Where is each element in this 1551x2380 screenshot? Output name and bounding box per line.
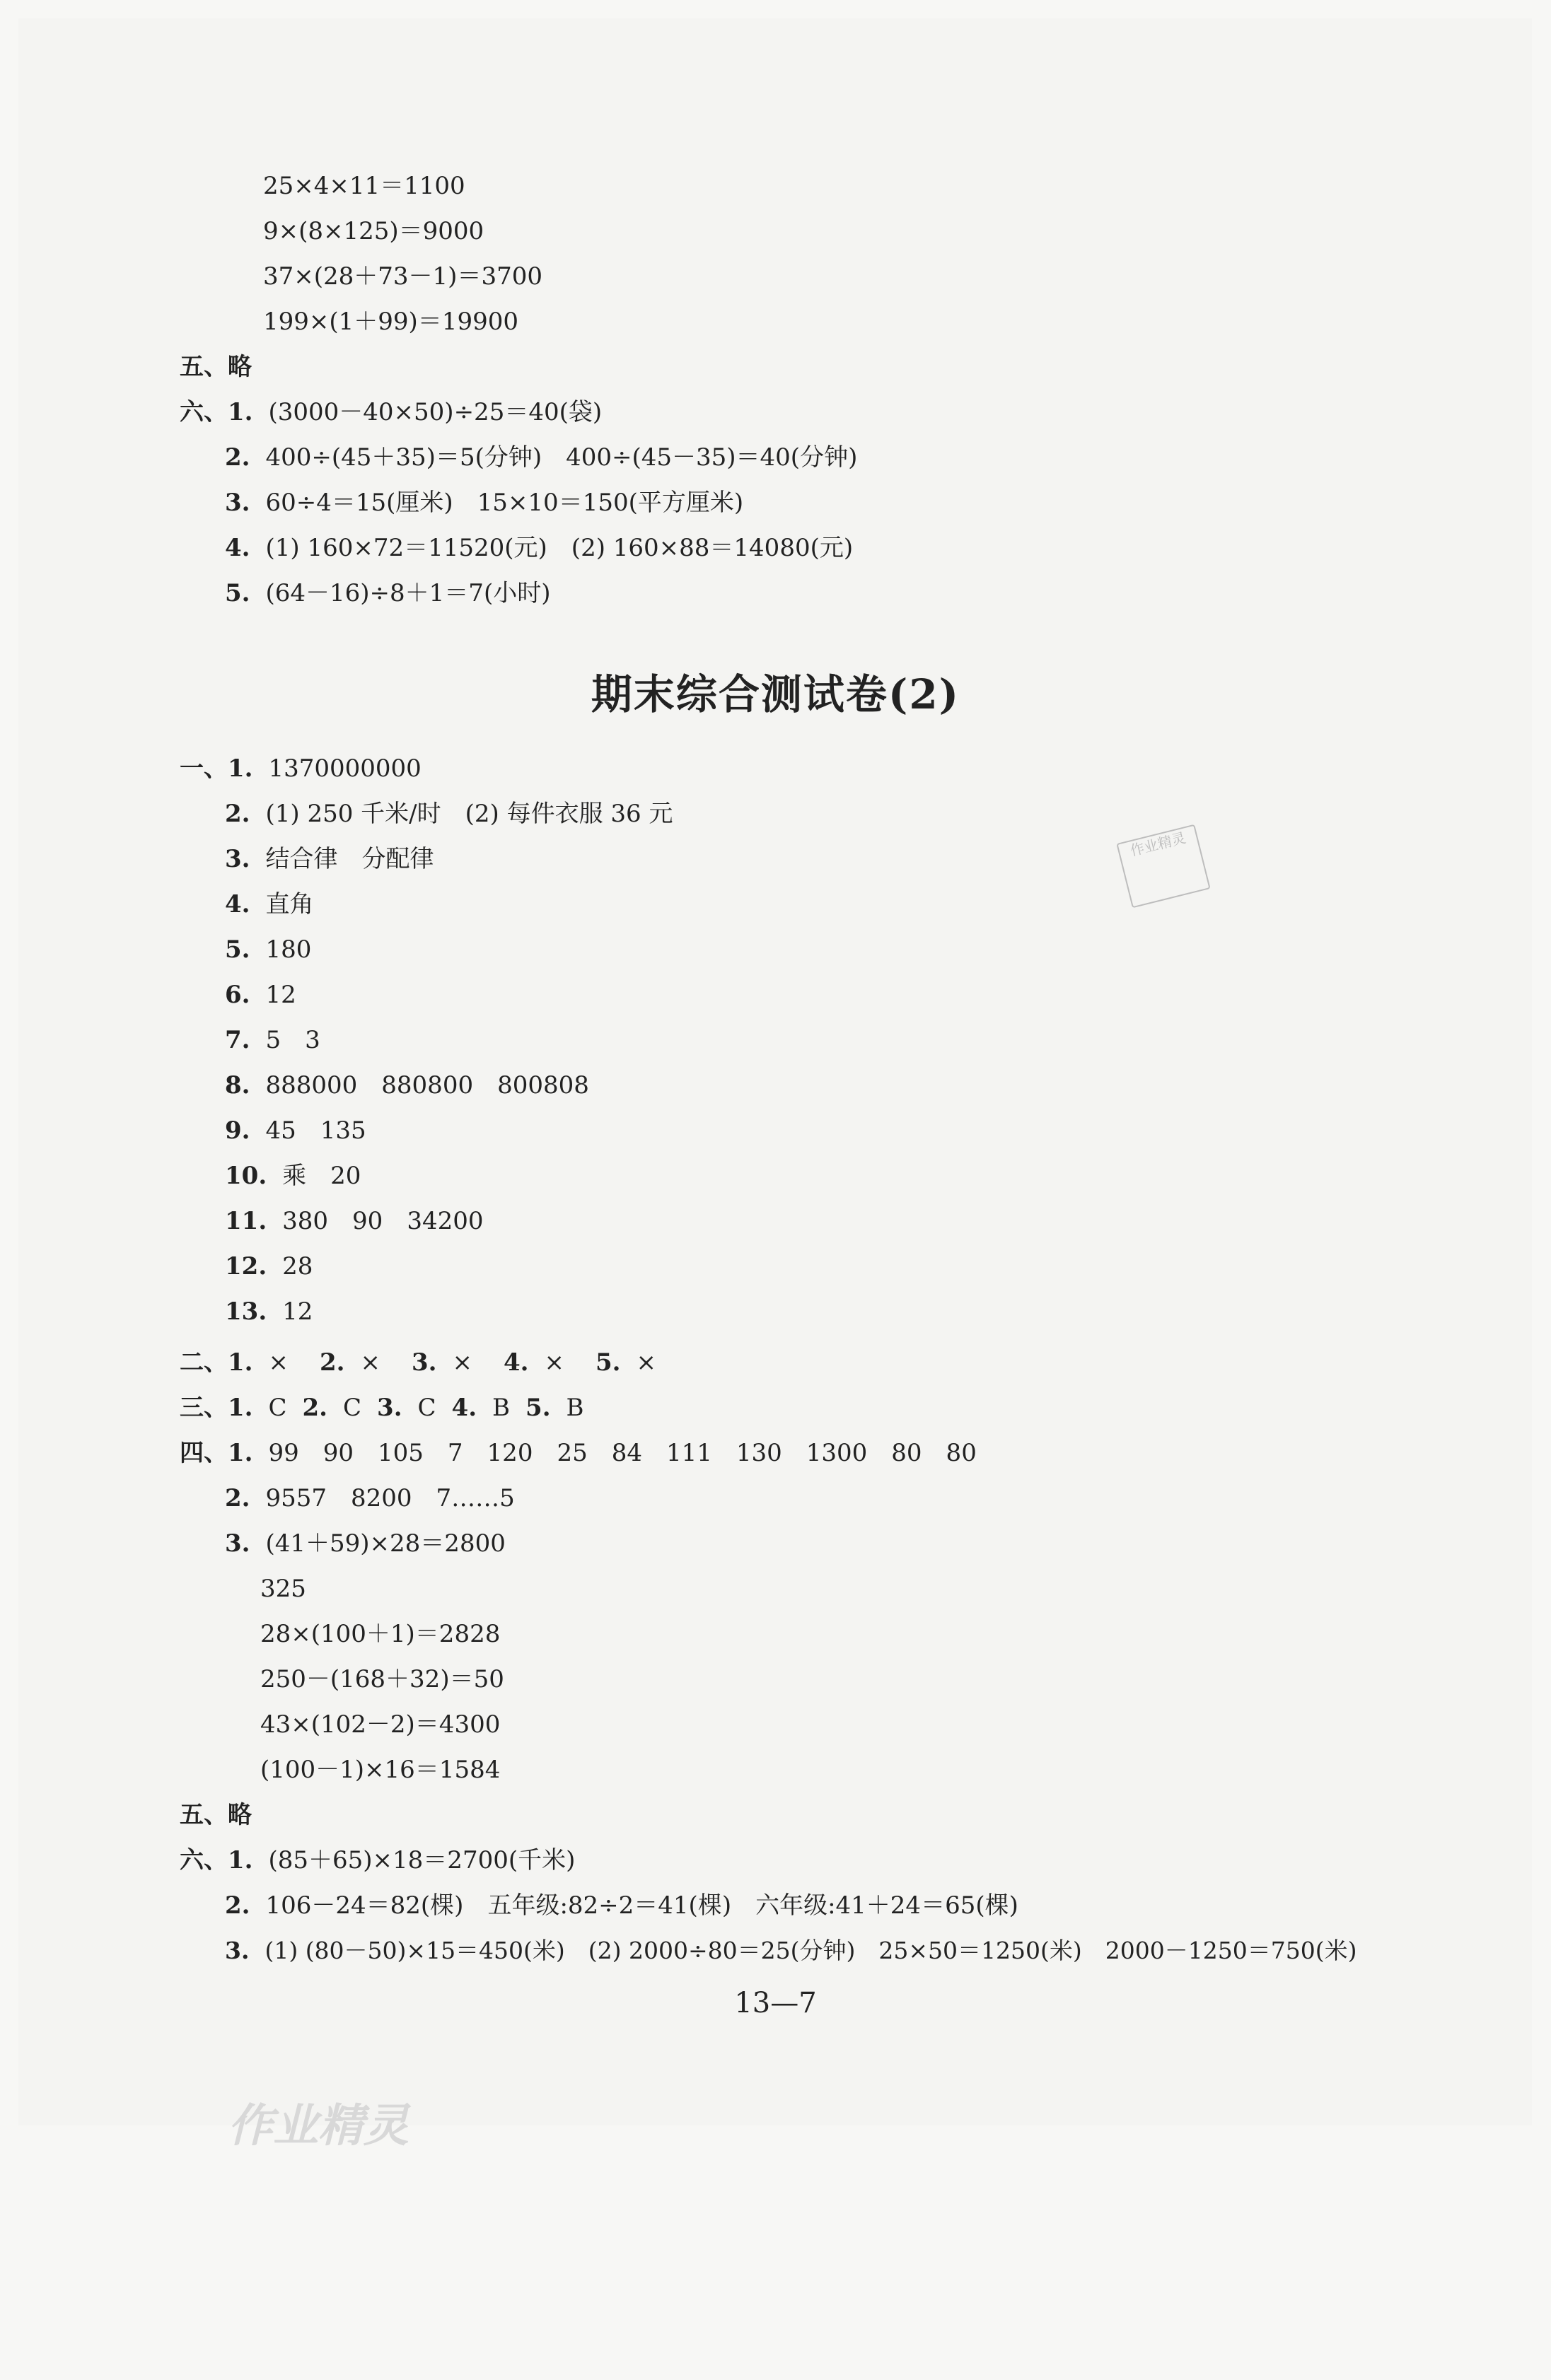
item-answer: (41＋59)×28＝2800	[265, 1529, 506, 1558]
item-number: 1.	[228, 1846, 253, 1874]
item-number: 3.	[225, 845, 250, 873]
part-one-item	[225, 890, 314, 918]
item-number: 5.	[225, 935, 250, 964]
item-number: 1.	[228, 1394, 253, 1422]
item-answer: B	[492, 1394, 511, 1422]
part-one-item	[225, 800, 673, 828]
calc-line: 250－(168＋32)＝50	[260, 1665, 504, 1693]
item-number: 5.	[596, 1348, 621, 1377]
section-six-item-2	[225, 443, 857, 472]
item-number: 6.	[225, 981, 250, 1009]
part-six-item-2	[225, 1891, 1018, 1920]
part-two	[180, 1348, 656, 1377]
section-label: 六、	[180, 1846, 228, 1874]
item-number: 2.	[302, 1394, 328, 1422]
item-answer: ×	[636, 1348, 656, 1377]
item-number: 3.	[412, 1348, 437, 1377]
item-number: 1.	[228, 1348, 253, 1377]
part-one-item	[180, 754, 422, 783]
item-answer: 12	[265, 981, 296, 1009]
section-label: 四、	[180, 1439, 228, 1467]
item-number: 9.	[225, 1116, 250, 1145]
item-answer: B	[566, 1394, 584, 1422]
item-answer: C	[343, 1394, 362, 1422]
item-answer: C	[268, 1394, 287, 1422]
item-number: 3.	[225, 1937, 250, 1964]
item-answer: (85＋65)×18＝2700(千米)	[268, 1846, 576, 1874]
item-number: 3.	[225, 489, 250, 517]
item-number: 2.	[225, 443, 250, 472]
item-answer: ×	[544, 1348, 564, 1377]
item-answer: 9557 8200 7……5	[265, 1484, 515, 1512]
watermark-logo: 作业精灵	[228, 2100, 409, 2152]
part-one-item	[225, 1026, 320, 1054]
part-one-item	[225, 981, 296, 1009]
item-answer: 乘 20	[282, 1162, 361, 1190]
item-number: 1.	[228, 398, 253, 426]
section-six-item-1	[180, 398, 602, 426]
part-four-item-2	[225, 1484, 515, 1512]
calc-line: 37×(28＋73－1)＝3700	[263, 262, 542, 291]
part-one-item	[225, 1162, 361, 1190]
page-title: 期末综合测试卷(2)	[591, 670, 960, 718]
part-six-item-3	[225, 1937, 1357, 1965]
item-number: 8.	[225, 1071, 250, 1099]
item-answer: 60÷4＝15(厘米) 15×10＝150(平方厘米)	[265, 489, 744, 517]
item-answer: (1) 160×72＝11520(元) (2) 160×88＝14080(元)	[265, 534, 854, 562]
part-one-item	[225, 1207, 483, 1235]
item-number: 2.	[225, 1484, 250, 1512]
item-answer: 5 3	[265, 1026, 320, 1054]
part-one-item	[225, 1252, 313, 1281]
calc-line: 28×(100＋1)＝2828	[260, 1620, 501, 1648]
item-answer: 400÷(45＋35)＝5(分钟) 400÷(45－35)＝40(分钟)	[265, 443, 858, 472]
part-six-item-1	[180, 1846, 575, 1874]
item-number: 2.	[225, 800, 250, 828]
item-number: 2.	[225, 1891, 250, 1920]
item-number: 1.	[228, 754, 253, 783]
part-three	[180, 1394, 584, 1422]
calc-line: 325	[260, 1575, 306, 1603]
item-answer: (1) 250 千米/时 (2) 每件衣服 36 元	[265, 800, 673, 828]
item-number: 3.	[225, 1529, 250, 1558]
watermark-stamp: 作业精灵	[1116, 824, 1210, 909]
calc-line: (100－1)×16＝1584	[260, 1756, 501, 1784]
item-answer: ×	[360, 1348, 381, 1377]
section-label: 一、	[180, 754, 228, 783]
part-one-item	[225, 1297, 313, 1326]
part-five: 五、略	[180, 1801, 252, 1829]
item-number: 12.	[225, 1252, 267, 1281]
calc-line: 199×(1＋99)＝19900	[263, 308, 518, 336]
section-label: 六、	[180, 398, 228, 426]
section-six-item-5	[225, 579, 550, 607]
item-number: 4.	[225, 534, 250, 562]
item-answer: ×	[268, 1348, 289, 1377]
item-number: 4.	[225, 890, 250, 918]
item-number: 5.	[225, 579, 250, 607]
item-answer: 380 90 34200	[282, 1207, 484, 1235]
item-number: 3.	[377, 1394, 402, 1422]
item-answer: 106－24＝82(棵) 五年级:82÷2＝41(棵) 六年级:41＋24＝65(棵)	[265, 1891, 1018, 1920]
part-four-item-1	[180, 1439, 977, 1467]
part-one-item	[225, 935, 311, 964]
calc-line: 25×4×11＝1100	[263, 172, 465, 200]
item-number: 5.	[525, 1394, 551, 1422]
item-answer: (1) (80－50)×15＝450(米) (2) 2000÷80＝25(分钟) 25×50＝1250(米) 2000－1250＝750(米)	[265, 1937, 1357, 1964]
item-number: 7.	[225, 1026, 250, 1054]
item-number: 11.	[225, 1207, 267, 1235]
item-answer: 45 135	[265, 1116, 366, 1145]
section-five: 五、略	[180, 353, 252, 381]
section-label: 二、	[180, 1348, 228, 1377]
item-answer: 180	[265, 935, 312, 964]
part-one-item	[225, 1071, 589, 1099]
item-answer: 结合律 分配律	[265, 845, 434, 873]
item-answer: 直角	[265, 890, 314, 918]
item-answer: (3000－40×50)÷25＝40(袋)	[268, 398, 603, 426]
part-one-item	[225, 845, 434, 873]
page-number: 13—7	[734, 1987, 817, 2019]
section-label: 三、	[180, 1394, 228, 1422]
section-six-item-3	[225, 489, 743, 517]
part-four-item-3	[225, 1529, 506, 1558]
item-answer: 1370000000	[268, 754, 422, 783]
item-answer: 28	[282, 1252, 313, 1281]
part-one-item	[225, 1116, 366, 1145]
item-answer: ×	[452, 1348, 472, 1377]
item-answer: 99 90 105 7 120 25 84 111 130 1300 80 80	[268, 1439, 977, 1467]
item-answer: (64－16)÷8＋1＝7(小时)	[265, 579, 551, 607]
item-number: 1.	[228, 1439, 253, 1467]
item-answer: 12	[282, 1297, 313, 1326]
item-answer: C	[417, 1394, 436, 1422]
calc-line: 43×(102－2)＝4300	[260, 1710, 501, 1739]
item-number: 2.	[320, 1348, 345, 1377]
item-number: 10.	[225, 1162, 267, 1190]
item-number: 13.	[225, 1297, 267, 1326]
item-number: 4.	[504, 1348, 529, 1377]
calc-line: 9×(8×125)＝9000	[263, 217, 484, 245]
item-answer: 888000 880800 800808	[265, 1071, 589, 1099]
section-six-item-4	[225, 534, 853, 562]
item-number: 4.	[451, 1394, 477, 1422]
